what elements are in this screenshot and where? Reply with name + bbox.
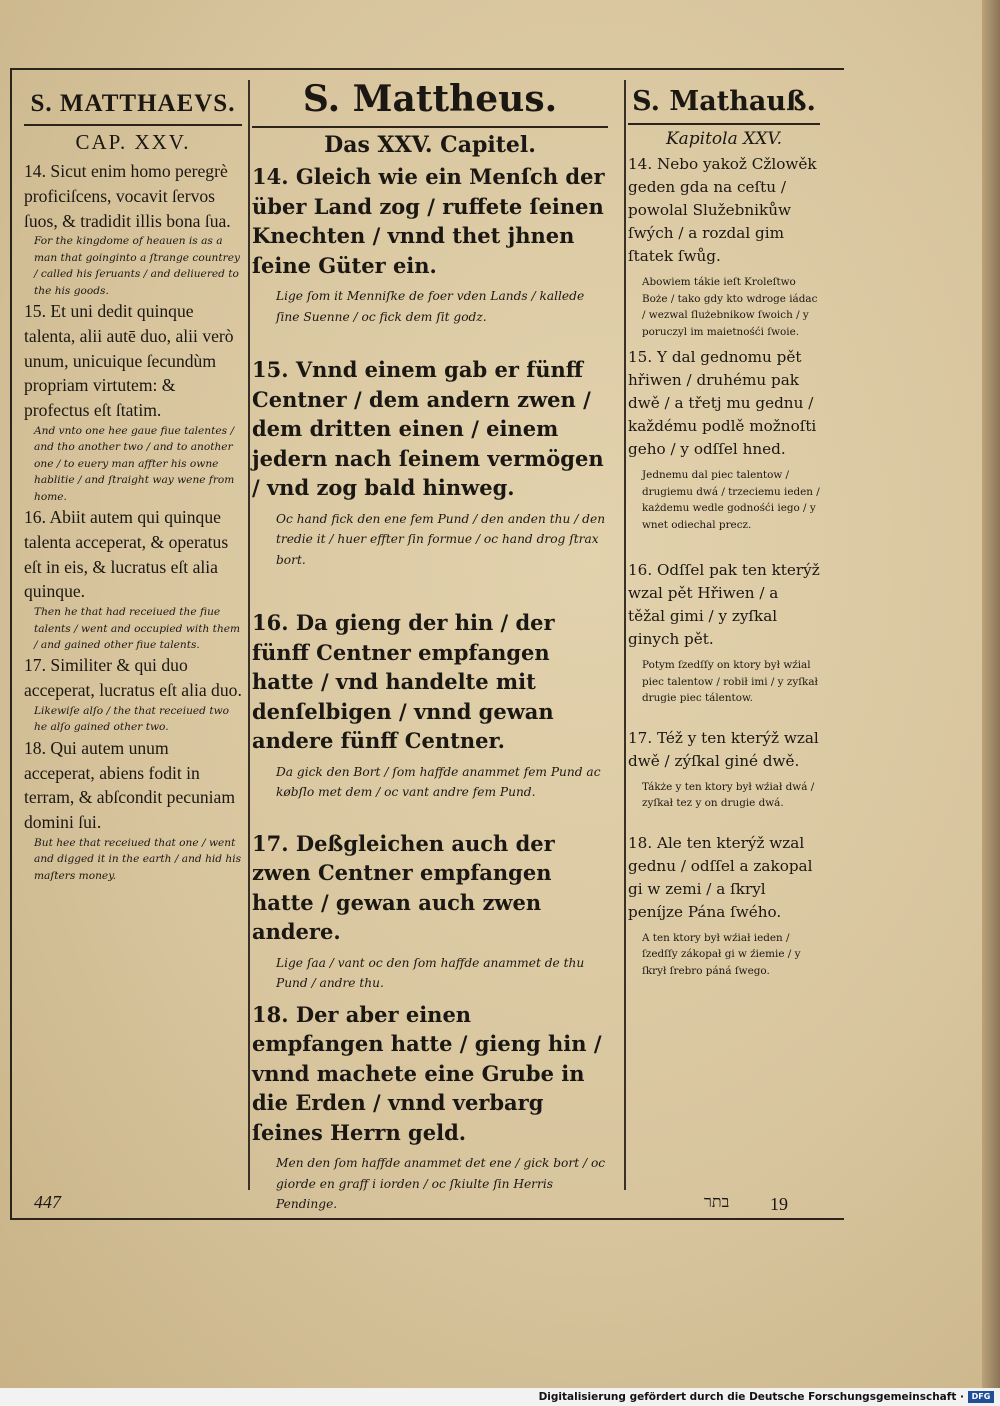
verse-gloss: Lige ſaa / vant oc den ſom haffde anammet de thu Pund / andre thu.: [276, 955, 585, 990]
verse-gloss: A ten ktory był wźiał ieden / ſzedſſy zákopał gi w źiemie / y ſkrył ſrebro páná ſwego.: [642, 931, 801, 977]
frame-rule-top: [10, 68, 844, 70]
verse-gloss: Oc hand fick den ene fem Pund / den anden thu / den tredie it / huer effter ſin formue / oc hand drog ſtrax bort.: [276, 511, 606, 567]
head-rule-german: [252, 126, 608, 128]
verse-text: Abiit autem qui quinque talenta acceperat, & operatus eſt in eis, & lucratus eſt alia quinque.: [24, 507, 229, 602]
column-divider-1: [248, 80, 250, 1190]
verse-number: 16.: [252, 610, 289, 635]
running-head-latin: S. MATTHAEVS.: [30, 90, 236, 117]
verse-text: Nebo yakož Cžlowěk geden gda na ceſtu / powolal Služebnikůw ſwých / a rozdal gim ſtatek ſwůg.: [628, 155, 817, 265]
credit-text: Digitalisierung gefördert durch die Deutsche Forschungsgemeinschaft ·: [538, 1391, 964, 1403]
verse-list-german: [252, 162, 608, 1215]
chapter-title-german: Das XXV. Capitel.: [324, 132, 536, 158]
page-edge: [982, 0, 1000, 1388]
verse-text: Též y ten kterýž wzal dwě / zýſkal giné dwě.: [628, 728, 819, 770]
running-head-german: S. Mattheus.: [302, 78, 558, 120]
verse-number: 18.: [628, 833, 653, 852]
verse-latin-18: [24, 736, 242, 884]
verse-german-18: [252, 1000, 608, 1215]
head-rule-czech: [628, 123, 820, 125]
verse-number: 16.: [628, 561, 653, 579]
verse-gloss: Da gick den Bort / ſom haffde anammet fem Pund ac købſlo met dem / oc vant andre fem Pund.: [276, 764, 601, 799]
verse-gloss: Jednemu dal piec talentow / drugiemu dwá / trzeciemu ieden / każdemu wedle godnośći iego / y wnet odiechal precz.: [642, 469, 820, 531]
verse-gloss: Tákże y ten ktory był wźiał dwá / zyſkał tez y on drugie dwá.: [642, 780, 815, 809]
verse-czech-18: [628, 832, 820, 980]
verse-text: Y dal gednomu pět hřiwen / druhému pak dwě / a třetj mu gednu / každému podlě možnoſti geho / y odſſel hned.: [628, 348, 817, 458]
verse-text: Sicut enim homo peregrè proficiſcens, vocavit ſervos ſuos, & tradidit illis bona ſua.: [24, 161, 231, 231]
dfg-logo: DFG: [968, 1391, 994, 1403]
signature-mark: 19: [770, 1194, 788, 1214]
verse-text: Ale ten kterýž wzal gednu / odſſel a zakopal gi w zemi / a ſkryl peníjze Pána ſwého.: [628, 833, 813, 921]
verse-german-16: [252, 608, 608, 803]
verse-czech-17: [628, 727, 820, 812]
verse-number: 14.: [24, 161, 46, 181]
verse-number: 17.: [628, 728, 653, 747]
verse-number: 18.: [252, 1001, 289, 1027]
verse-latin-17: [24, 653, 242, 735]
verse-number: 15.: [252, 357, 289, 382]
verse-text: Gleich wie ein Menſch der über Land zog / ruffete ſeinen Knechten / vnnd thet jhnen ſeine Güter ein.: [252, 164, 605, 278]
verse-gloss: Abowiem tákie ieſt Kroleſtwo Boże / tako gdy kto wdroge iádac / wezwal ſlużebnikow ſwoich / y poruczyl im maietnośći ſwoie.: [642, 276, 818, 338]
verse-gloss: And vnto one hee gaue fiue talentes / and tho another two / and to another one / to euery man affter his owne hablitie / and ſtraight way wene from home.: [34, 425, 235, 503]
verse-text: Similiter & qui duo acceperat, lucratus eſt alia duo.: [24, 655, 242, 701]
verse-czech-14: [628, 153, 820, 340]
verse-text: Der aber einen empfangen hatte / gieng hin / vnnd machete eine Grube in die Erden / vnnd verbarg ſeines Herrn geld.: [252, 1001, 602, 1145]
chapter-title-latin: CAP. XXV.: [75, 130, 191, 154]
verse-czech-15: [628, 346, 820, 533]
verse-german-15: [252, 355, 608, 570]
verse-text: Deßgleichen auch der zwen Centner empfangen hatte / gewan auch zwen andere.: [252, 830, 555, 944]
verse-gloss: Likewiſe alſo / the that receiued two he alſo gained other two.: [34, 705, 230, 734]
column-divider-2: [624, 80, 626, 1190]
frame-rule-left: [10, 68, 12, 1218]
verse-gloss: Men den ſom haffde anammet det ene / gick bort / oc giorde en graff i iorden / oc ſkiulte ſin Herris Pendinge.: [276, 1156, 606, 1211]
verse-german-17: [252, 829, 608, 994]
verse-number: 17.: [24, 655, 46, 676]
digitization-credit-bar: [0, 1388, 1000, 1406]
verse-latin-15: [24, 299, 242, 505]
verse-latin-14: [24, 159, 242, 299]
verse-text: Qui autem unum acceperat, abiens fodit in terram, & abſcondit pecuniam domini ſui.: [24, 737, 236, 833]
verse-gloss: Potym ſzedſſy on ktory był wźial piec talentow / robił imi / y zyſkał drugie piec tálentow.: [642, 659, 818, 704]
verse-gloss: Then he that had receiued the fiue talents / went and occupied with them / and gained other fiue talents.: [34, 606, 241, 652]
verse-latin-16: [24, 505, 242, 653]
verse-number: 16.: [24, 507, 46, 528]
verse-gloss: Lige ſom it Menniſke de foer vden Lands / kallede ſine Suenne / oc fick dem ſit godz.: [276, 289, 585, 324]
verse-list-latin: [24, 159, 242, 884]
verse-german-14: [252, 162, 608, 327]
verse-number: 14.: [628, 155, 653, 173]
verse-number: 18.: [24, 737, 46, 758]
verse-number: 15.: [24, 301, 46, 322]
verse-text: Odſſel pak ten kterýž wzal pět Hřiwen / a těžal gimi / y zyſkal ginych pět.: [628, 561, 820, 648]
verse-text: Da gieng der hin / der fünff Centner empfangen hatte / vnd handelte mit denſelbigen / vnnd gewan andere fünff Centner.: [252, 610, 555, 753]
latin-column: [24, 72, 242, 884]
verse-gloss: For the kingdome of heauen is as a man that goinginto a ſtrange countrey / called his ſeruants / and deliuered to the his goods.: [34, 235, 240, 297]
czech-column: [628, 72, 820, 979]
verse-text: Et uni dedit quinque talenta, alii autē duo, alii verò unum, unicuique ſecundùm propriam virtutem: & profectus eſt ſtatim.: [24, 301, 234, 421]
verse-czech-16: [628, 559, 820, 707]
verse-number: 17.: [252, 830, 289, 856]
chapter-title-czech: Kapitola XXV.: [665, 129, 783, 149]
running-head-czech: S. Mathauß.: [632, 86, 816, 117]
verse-gloss: But hee that receiued that one / went and digged it in the earth / and hid his maſters money.: [34, 837, 242, 882]
verse-number: 14.: [252, 164, 289, 189]
catchword: בתר: [704, 1192, 730, 1211]
german-column: [252, 72, 608, 1215]
frame-rule-bottom: [10, 1218, 844, 1220]
verse-text: Vnnd einem gab er fünff Centner / dem andern zwen / dem dritten einen / einem jedern nach ſeinem vermögen / vnd zog bald hinweg.: [252, 357, 604, 500]
verse-number: 15.: [628, 348, 653, 366]
folio-number: 447: [34, 1192, 61, 1212]
head-rule-latin: [24, 124, 242, 126]
verse-list-czech: [628, 153, 820, 979]
